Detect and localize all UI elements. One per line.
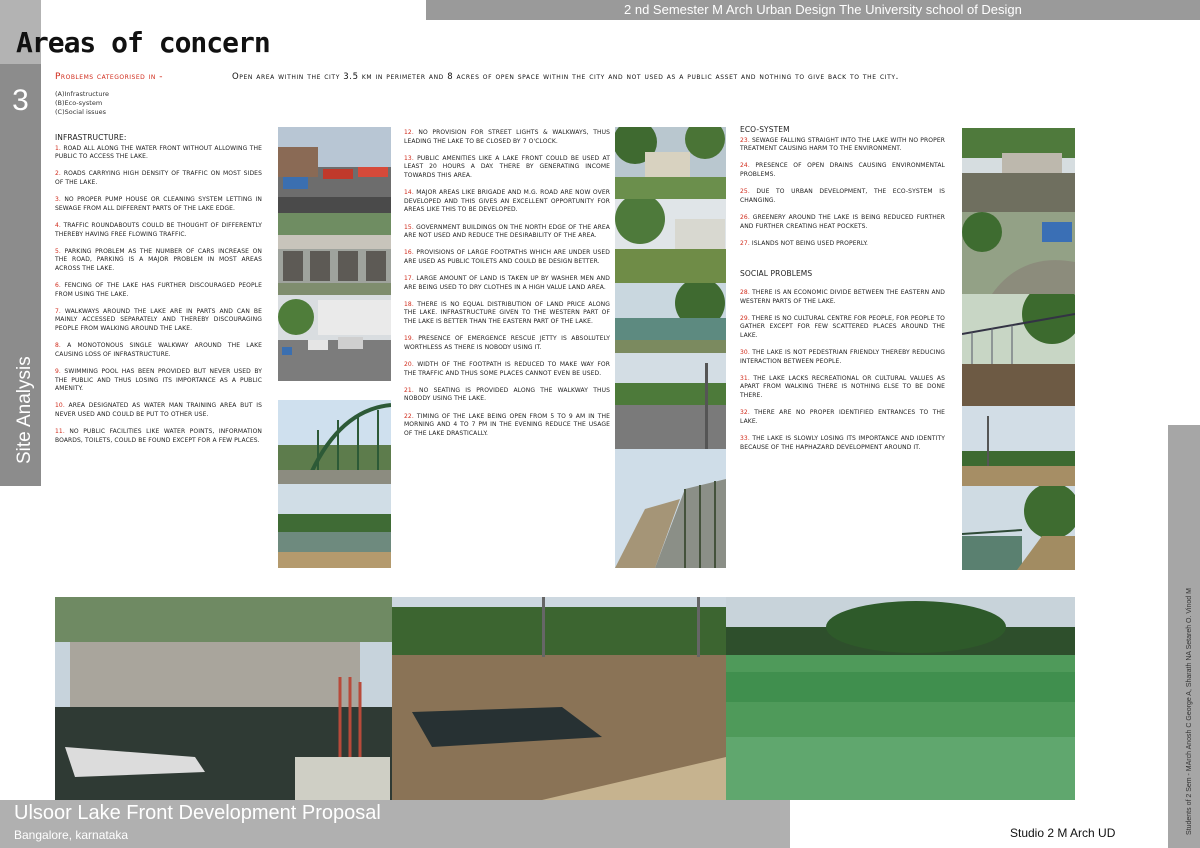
concern-number: 14. (404, 189, 414, 197)
social-heading: SOCIAL PROBLEMS (740, 269, 813, 279)
concern-number: 18. (404, 300, 414, 308)
concern-number: 6. (55, 282, 61, 290)
concern-text: ROAD ALL ALONG THE WATER FRONT WITHOUT ALLOWING THE PUBLIC TO ACCESS THE LAKE. (55, 144, 262, 161)
concern-number: 22. (404, 412, 414, 420)
concern-number: 32. (740, 409, 750, 417)
concern-item (740, 409, 945, 426)
sheet-number: 3 (12, 84, 29, 117)
concern-number: 20. (404, 361, 414, 369)
island-view-photo (962, 406, 1075, 486)
concern-number: 25. (740, 188, 750, 196)
concern-number: 5. (55, 247, 61, 255)
parking-road-photo (278, 295, 391, 381)
concern-text: WALKWAYS AROUND THE LAKE ARE IN PARTS AND CAN BE MAINLY ACCESSED SEPARATELY AND THEREBY DISCOURAGING PEOPLE FROM WALKING AROUND THE LAKE. (55, 307, 262, 333)
street-traffic-photo (278, 127, 391, 213)
concern-number: 21. (404, 386, 414, 394)
concern-text: ISLANDS NOT BEING USED PROPERLY. (751, 239, 869, 247)
page-title: Areas of concern (16, 26, 270, 59)
concern-number: 9. (55, 368, 61, 376)
open-drain-photo (962, 212, 1075, 294)
concern-item (404, 361, 610, 378)
concern-item (740, 188, 945, 205)
concern-text: GOVERNMENT BUILDINGS ON THE NORTH EDGE OF THE AREA ARE NOT USED AND REDUCE THE DESIRABILITY OF THE AREA. (404, 223, 610, 240)
concern-text: NO PROPER PUMP HOUSE OR CLEANING SYSTEM LETTING IN SEWAGE FROM ALL DIFFERENT PARTS OF THE LAKE EDGE. (55, 196, 262, 212)
concern-text: GREENERY AROUND THE LAKE IS BEING REDUCED FURTHER AND FURTHER CREATING HEAT POCKETS. (740, 213, 945, 230)
concern-item (740, 315, 945, 341)
concern-item (740, 214, 945, 231)
categories-heading: Problems categorised in - (55, 72, 163, 82)
concern-text: FENCING OF THE LAKE HAS FURTHER DISCOURAGED PEOPLE FROM USING THE LAKE. (55, 282, 262, 298)
eco-social-column (740, 126, 945, 461)
concern-item (55, 248, 262, 274)
concern-item (404, 301, 610, 327)
concern-item (55, 170, 262, 187)
concern-item (55, 402, 262, 419)
concern-item (404, 129, 610, 146)
concern-text: THE LAKE LACKS RECREATIONAL OR CULTURAL VALUES AS APART FROM WALKING THERE IS NOTHING ELSE TO BE DONE THERE. (740, 374, 945, 400)
concern-text: DUE TO URBAN DEVELOPMENT, THE ECO-SYSTEM IS CHANGING. (740, 188, 945, 204)
concern-item (55, 282, 262, 299)
section-bar (0, 134, 41, 486)
concern-number: 19. (404, 335, 414, 343)
concern-text: NO PUBLIC FACILITIES LIKE WATER POINTS, INFORMATION BOARDS, TOILETS, COULD BE FOUND EXCEPT FOR A FEW PLACES. (55, 428, 262, 444)
concern-item (55, 196, 262, 213)
concern-item (740, 162, 945, 179)
dry-lakebed-photo (392, 597, 726, 800)
fenced-walkway-photo (278, 400, 391, 484)
concern-text: THE LAKE IS SLOWLY LOSING ITS IMPORTANCE AND IDENTITY BECAUSE OF THE HAPHAZARD DEVELOPMENT AROUND IT. (740, 435, 945, 451)
lakeside-path-photo (962, 486, 1075, 570)
concern-text: PARKING PROBLEM AS THE NUMBER OF CARS INCREASE ON THE ROAD, PARKING IS A MAJOR PROBLEM IN MOST AREAS ACROSS THE LAKE. (55, 247, 262, 272)
concern-text: MAJOR AREAS LIKE BRIGADE AND M.G. ROAD ARE NOW OVER DEVELOPED AND THIS GIVES AN EXCELLENT OPPORTUNITY FOR AREAS LIKE THIS TO BE DEVELOPED. (404, 189, 610, 214)
concern-item (740, 375, 945, 401)
concern-item (55, 222, 262, 239)
credits-text: Students of 2 Sem - MArch Anosh C George A, Sharath NA Setareh O. Vinod M (1186, 588, 1193, 835)
concern-text: SEWAGE FALLING STRAIGHT INTO THE LAKE WITH NO PROPER TREATMENT CAUSING HARM TO THE ENVIRONMENT. (740, 136, 945, 153)
concern-item (55, 145, 262, 162)
concern-text: THERE ARE NO PROPER IDENTIFIED ENTRANCES TO THE LAKE. (740, 409, 946, 425)
concern-item (404, 189, 610, 215)
social-list (740, 289, 945, 452)
concern-item (740, 349, 945, 366)
concern-number: 15. (404, 223, 414, 231)
section-label: Site Analysis (14, 356, 35, 464)
concern-text: NO SEATING IS PROVIDED ALONG THE WALKWAY THUS NOBODY USING THE LAKE. (404, 386, 610, 403)
concern-text: PUBLIC AMENITIES LIKE A LAKE FRONT COULD BE USED AT LEAST 20 HOURS A DAY. THERE BY GENERATING INCOME TOWARDS THIS AREA. (404, 154, 610, 179)
concern-text: PRESENCE OF OPEN DRAINS CAUSING ENVIRONMENTAL PROBLEMS. (740, 162, 945, 178)
eco-heading: ECO-SYSTEM (740, 125, 790, 134)
concern-number: 2. (55, 170, 61, 178)
fenced-path-photo (615, 449, 726, 568)
header-banner-text: 2 nd Semester M Arch Urban Design The University school of Design (624, 2, 1022, 17)
concern-number: 7. (55, 307, 61, 315)
concern-number: 29. (740, 314, 750, 322)
concern-text: LARGE AMOUNT OF LAND IS TAKEN UP BY WASHER MEN AND ARE BEING USED TO DRY CLOTHES IN A HIGH VALUE LAND AREA. (404, 275, 610, 291)
concern-item (740, 289, 945, 306)
concern-item (55, 428, 262, 445)
concern-number: 23. (740, 136, 750, 144)
concern-text: THERE IS NO CULTURAL CENTRE FOR PEOPLE, FOR PEOPLE TO GATHER EXCEPT FOR FEW SCATTERED PLACES AROUND THE LAKE. (740, 314, 945, 339)
infrastructure-column (55, 134, 262, 454)
concern-item (404, 387, 610, 404)
concern-item (404, 335, 610, 352)
concern-number: 1. (55, 144, 61, 152)
concern-item (404, 413, 610, 439)
sewage-wall-photo (55, 597, 392, 800)
concern-text: TIMING OF THE LAKE BEING OPEN FROM 5 TO 9 AM IN THE MORNING AND 4 TO 7 PM IN THE EVENING REDUCE THE USAGE OF THE LAKE DRASTICALLY. (404, 412, 610, 437)
studio-label: Studio 2 M Arch UD (1010, 826, 1116, 840)
concern-text: PROVISIONS OF LARGE FOOTPATHS WHICH ARE UNDER USED ARE USED AS PUBLIC TOILETS AND COULD BE DESIGN BETTER. (404, 249, 610, 265)
trees-building-photo (615, 127, 726, 199)
concern-number: 13. (404, 154, 414, 162)
category-item: (C)Social issues (55, 108, 107, 116)
sheet-number-bar (0, 64, 41, 134)
concern-item (740, 240, 945, 249)
concern-number: 10. (55, 402, 65, 410)
concern-number: 31. (740, 374, 750, 382)
categories-list (55, 90, 109, 117)
concern-text: THE LAKE IS NOT PEDESTRIAN FRIENDLY THEREBY REDUCING INTERACTION BETWEEN PEOPLE. (740, 349, 946, 365)
concern-item (55, 368, 262, 394)
concern-item (404, 275, 610, 292)
concern-number: 16. (404, 249, 414, 257)
road-trees-photo (615, 353, 726, 449)
credits-bar (1168, 425, 1200, 848)
lake-view-photo (615, 283, 726, 353)
concern-number: 11. (55, 428, 65, 436)
concern-number: 28. (740, 288, 750, 296)
concern-text: THERE IS AN ECONOMIC DIVIDE BETWEEN THE EASTERN AND WESTERN PARTS OF THE LAKE. (740, 288, 945, 305)
intro-statement: Open area within the city 3.5 km in perimeter and 8 acres of open space within the city and not used as a public asset and nothing to give back to the city. (232, 72, 899, 82)
lake-shore-photo (278, 484, 391, 568)
concern-text: WIDTH OF THE FOOTPATH IS REDUCED TO MAKE WAY FOR THE TRAFFIC AND THUS SOME PLACES CANNOT EVEN BE USED. (404, 361, 610, 377)
concern-item (404, 155, 610, 181)
concern-number: 33. (740, 435, 750, 442)
project-location: Bangalore, karnataka (14, 828, 129, 842)
concern-item (740, 435, 945, 452)
concern-number: 24. (740, 162, 750, 170)
open-ground-photo (615, 199, 726, 283)
project-title: Ulsoor Lake Front Development Proposal (14, 802, 381, 824)
concern-text: AREA DESIGNATED AS WATER MAN TRAINING AREA BUT IS NEVER USED AND COULD BE PUT TO OTHER USE. (55, 402, 262, 418)
concern-number: 4. (55, 221, 61, 229)
category-item: (A)Infrastructure (55, 90, 109, 98)
concern-item (55, 308, 262, 334)
concern-item (55, 342, 262, 359)
concern-item (404, 249, 610, 266)
concern-number: 30. (740, 349, 750, 357)
header-banner (426, 0, 1200, 20)
concern-text: SWIMMING POOL HAS BEEN PROVIDED BUT NEVER USED BY THE PUBLIC AND THUS LOSING ITS IMPORTANCE AS A PUBLIC AMENITY. (55, 368, 262, 393)
concern-number: 17. (404, 275, 414, 283)
concern-text: ROADS CARRYING HIGH DENSITY OF TRAFFIC ON MOST SIDES OF THE LAKE. (55, 170, 262, 186)
concern-text: A MONOTONOUS SINGLE WALKWAY AROUND THE LAKE CAUSING LOSS OF INFRASTRUCTURE. (55, 342, 262, 358)
infrastructure-heading: INFRASTRUCTURE: (55, 133, 127, 142)
green-lake-photo (726, 597, 1075, 800)
concern-number: 26. (740, 213, 750, 221)
concern-number: 27. (740, 239, 750, 247)
concern-text: THERE IS NO EQUAL DISTRIBUTION OF LAND PRICE ALONG THE LAKE. INFRASTRUCTURE GIVEN TO THE WESTERN PART OF THE LAKE IS BETTER THAN THE EASTERN PART OF THE LAKE. (404, 300, 611, 326)
concern-number: 8. (55, 342, 61, 350)
concern-text: PRESENCE OF EMERGENCE RESCUE JETTY IS ABSOLUTELY WORTHLESS AS THERE IS NOBODY USING IT. (404, 335, 610, 351)
infrastructure-continued-column (404, 129, 610, 447)
eco-list (740, 137, 945, 249)
concern-item (740, 137, 945, 154)
concern-text: TRAFFIC ROUNDABOUTS COULD BE THOUGHT OF DIFFERENTLY THEREBY HAVING FREE FLOWING TRAFFIC. (55, 221, 262, 238)
concern-number: 12. (404, 129, 414, 136)
category-item: (B)Eco-system (55, 99, 103, 107)
concern-number: 3. (55, 196, 61, 204)
concern-text: NO PROVISION FOR STREET LIGHTS & WALKWAYS, THUS LEADING THE LAKE TO BE CLOSED BY 7 O'CLOCK. (404, 129, 610, 145)
concern-item (404, 224, 610, 241)
sewage-outlet-photo (962, 128, 1075, 212)
drain-bridge-photo (278, 213, 391, 295)
greenery-fence-photo (962, 294, 1075, 406)
